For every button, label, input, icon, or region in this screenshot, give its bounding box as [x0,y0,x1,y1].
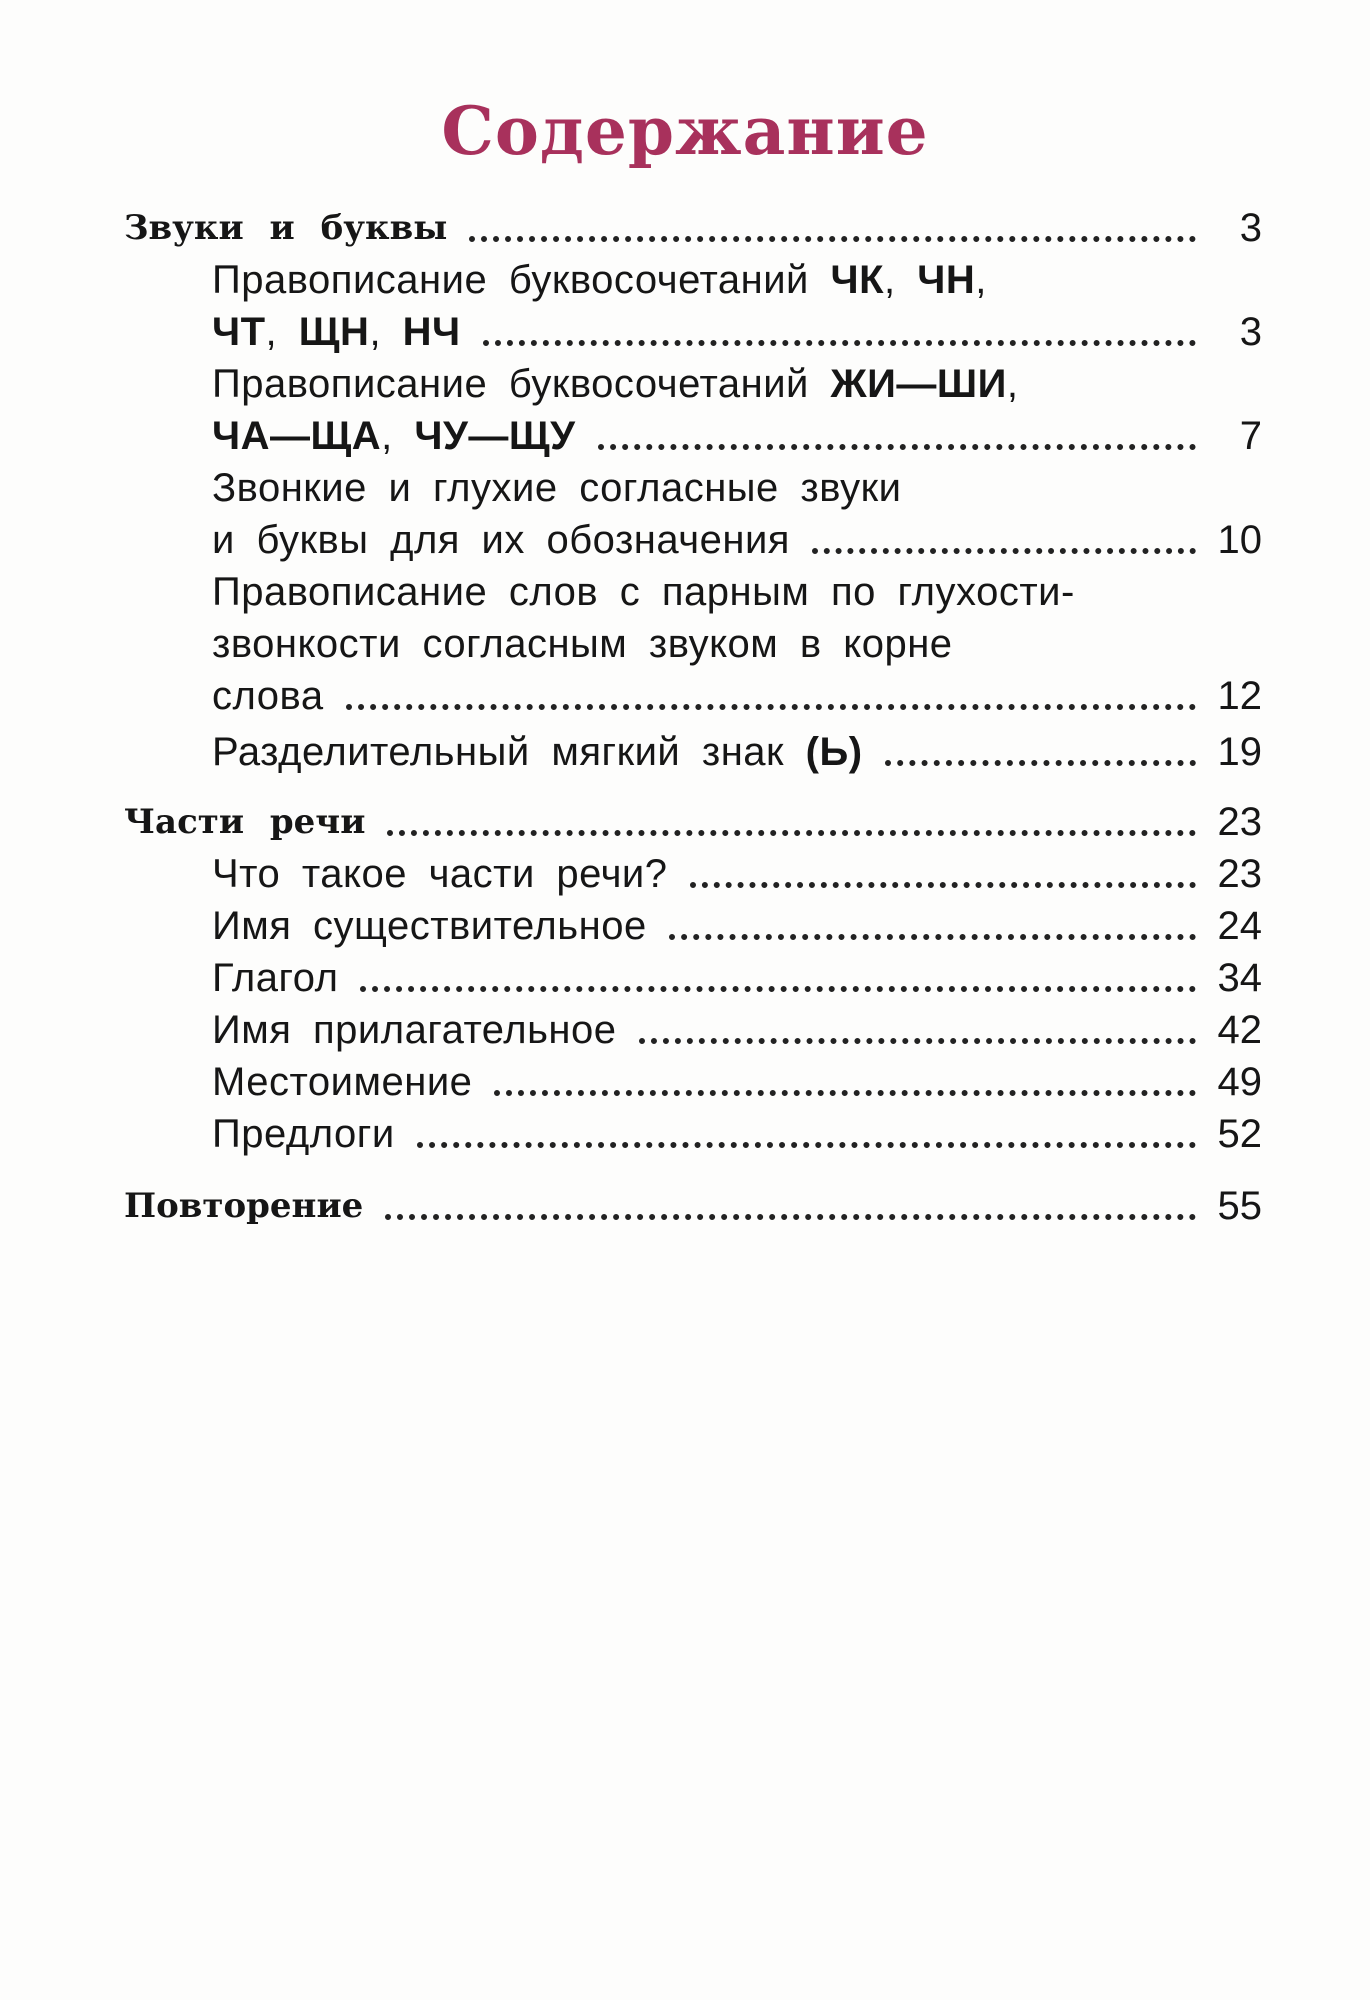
toc-entry-text: Глагол [212,956,339,1000]
toc-entry-text: Что такое части речи? [212,852,668,896]
toc-entry-text: Звонкие и глухие согласные звуки [212,466,902,510]
toc-entry-sounds-letters[interactable] [124,202,1262,254]
leader-dots [387,830,1195,836]
leader-dots [494,1090,1195,1096]
leader-dots [812,548,1196,554]
toc-entry-text: ЧА—ЩА, ЧУ—ЩУ [212,414,576,458]
toc-entry-adjective[interactable] [212,1004,1262,1056]
page-title: Содержание [441,92,929,170]
toc-entry-text: ЧТ, ЩН, НЧ [212,310,461,354]
leader-dots [417,1142,1196,1148]
toc-entry-text: Правописание буквосочетаний ЧК, ЧН, [212,258,987,302]
toc-page-number: 3 [1239,206,1262,250]
leader-dots [360,986,1195,992]
toc-page-number: 10 [1217,518,1262,562]
toc-entry-parts-of-speech[interactable] [124,796,1262,848]
toc-page-number: 24 [1217,904,1262,948]
toc-entry-chk-chn[interactable] [212,254,1262,306]
toc-entry-pronoun[interactable] [212,1056,1262,1108]
toc-entry-text: Имя существительное [212,904,647,948]
toc-page-number: 12 [1217,674,1262,718]
leader-dots [885,760,1196,766]
toc-page-number: 52 [1217,1112,1262,1156]
leader-dots [639,1038,1196,1044]
toc-entry-text: Правописание буквосочетаний ЖИ—ШИ, [212,362,1019,406]
toc-page-number: 49 [1217,1060,1262,1104]
toc-entry-text: и буквы для их обозначения [212,518,790,562]
toc-entry-verb[interactable] [212,952,1262,1004]
toc-entry-text: Разделительный мягкий знак (Ь) [212,730,863,774]
toc-page-number: 3 [1239,310,1262,354]
toc-entry-text: слова [212,674,324,718]
toc-entry-text: Имя прилагательное [212,1008,617,1052]
toc-entry-paired-consonants[interactable] [212,566,1262,618]
toc-entry-zhi-shi-cont[interactable] [212,410,1262,462]
toc-entry-text: Местоимение [212,1060,473,1104]
leader-dots [346,704,1196,710]
leader-dots [598,444,1196,450]
toc-section-label: Части речи [124,802,366,842]
toc-entry-text: Предлоги [212,1112,395,1156]
toc-entry-soft-sign[interactable] [212,726,1262,778]
leader-dots [690,882,1196,888]
toc-page-number: 7 [1239,414,1262,458]
toc-page-number: 19 [1217,730,1262,774]
toc-page-number: 55 [1217,1184,1262,1228]
toc-entry-text: Правописание слов с парным по глухости- [212,570,1075,614]
toc-entry-voiced-voiceless-cont[interactable] [212,514,1262,566]
toc-page-number: 23 [1217,852,1262,896]
leader-dots [385,1214,1195,1220]
toc-page-number: 34 [1217,956,1262,1000]
toc-entry-paired-consonants-end[interactable] [212,670,1262,722]
toc-section-label: Звуки и буквы [124,208,448,248]
toc-entry-review[interactable] [124,1180,1262,1232]
toc-entry-noun[interactable] [212,900,1262,952]
leader-dots [483,340,1196,346]
toc-entry-voiced-voiceless[interactable] [212,462,1262,514]
toc-entry-zhi-shi[interactable] [212,358,1262,410]
toc-page-number: 23 [1217,800,1262,844]
leader-dots [669,934,1196,940]
leader-dots [469,236,1196,242]
toc-entry-prepositions[interactable] [212,1108,1262,1160]
toc-page-number: 42 [1217,1008,1262,1052]
toc-section-label: Повторение [124,1186,364,1226]
toc-entry-text: звонкости согласным звуком в корне [212,622,953,666]
toc-entry-chk-chn-cont[interactable] [212,306,1262,358]
toc-entry-what-are-parts[interactable] [212,848,1262,900]
toc-entry-paired-consonants-cont[interactable] [212,618,1262,670]
